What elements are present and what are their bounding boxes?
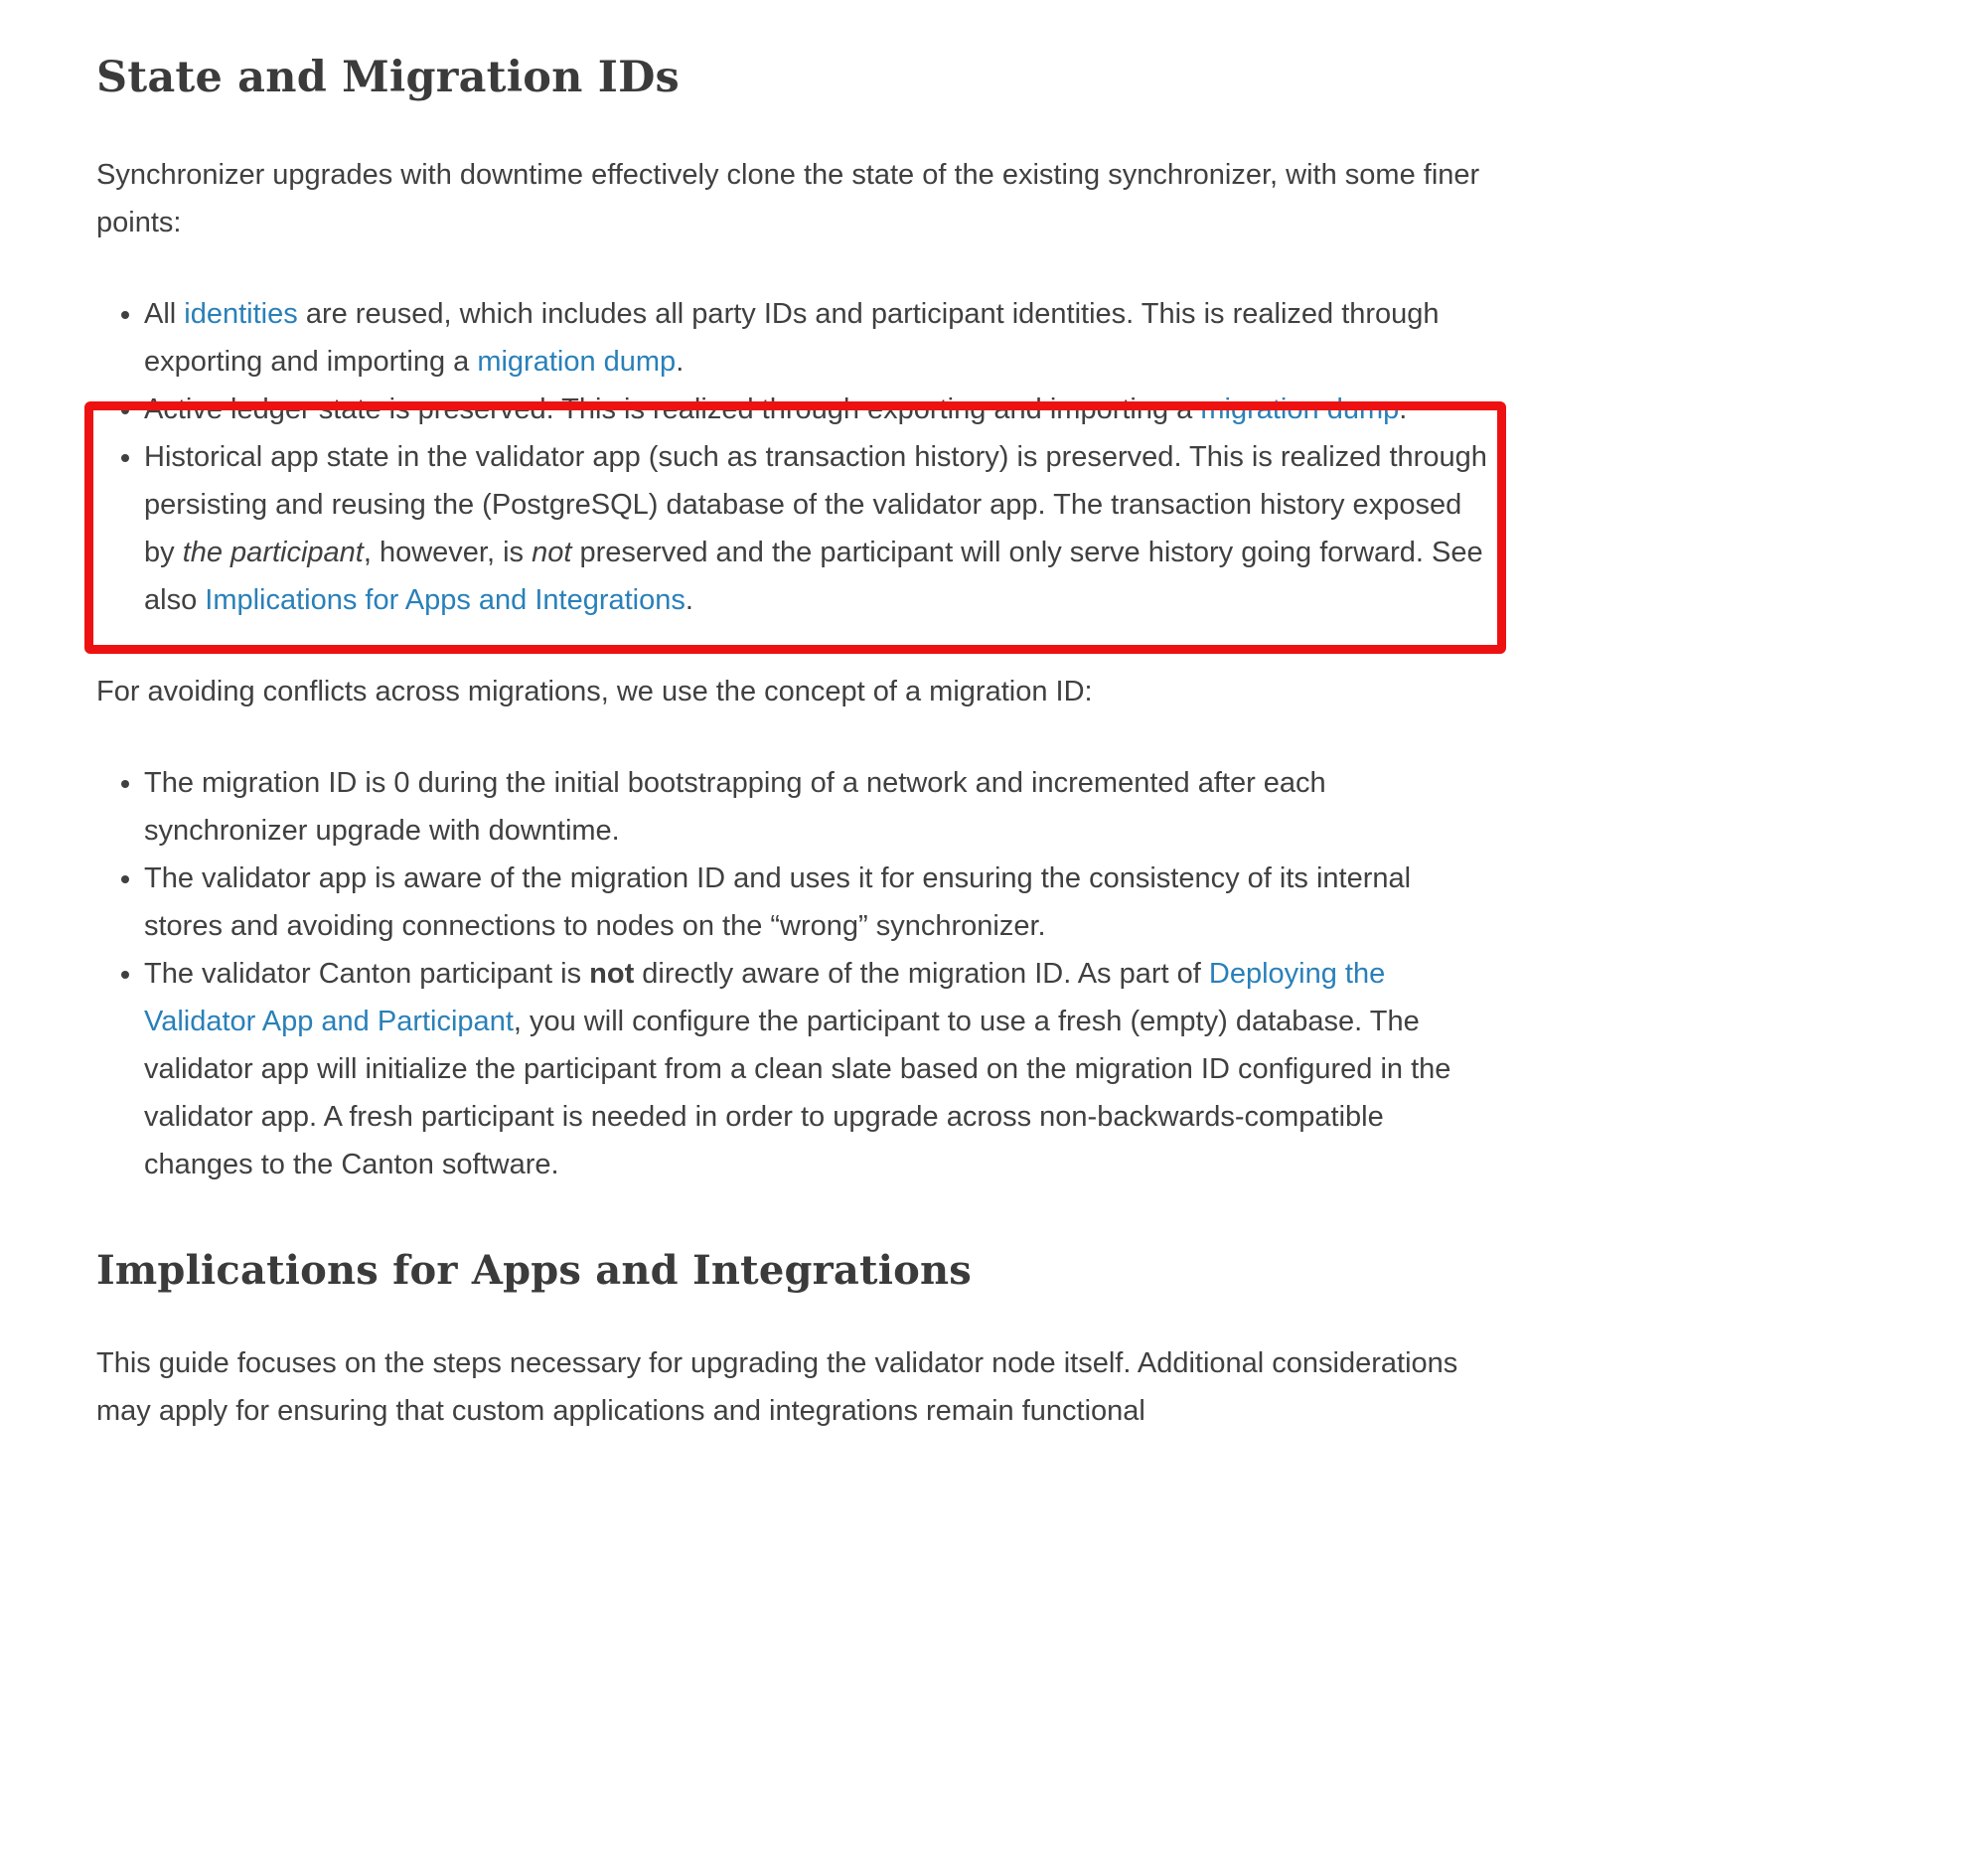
migration-id-paragraph xyxy=(96,668,1492,715)
text-run: not xyxy=(589,957,635,990)
list-item xyxy=(144,290,1492,386)
text-run: preserved and the participant will only serve history going forward. See also xyxy=(144,536,1483,616)
text-run: The validator app is aware of the migration ID and uses it for ensuring the consistency of its internal stores and avoiding connections to nodes on the “wrong” synchronizer. xyxy=(144,861,1412,942)
text-run: not xyxy=(532,536,572,568)
link-implications-for-apps-and-integrations[interactable]: Implications for Apps and Integrations xyxy=(205,583,686,616)
list-item xyxy=(144,759,1492,855)
text-run: , however, is xyxy=(363,536,533,568)
text-run: are reused, which includes all party IDs and participant identities. This is realized through exporting and importing a xyxy=(144,297,1440,378)
text-run: This guide focuses on the steps necessary for upgrading the validator node itself. Additional considerations may apply for ensuring that custom applications and integrations remain functional xyxy=(96,1346,1458,1427)
text-run: The migration ID is 0 during the initial bootstrapping of a network and incremented after each synchronizer upgrade with downtime. xyxy=(144,766,1326,847)
list-item xyxy=(144,386,1492,433)
link-identities[interactable]: identities xyxy=(184,297,298,330)
list-item xyxy=(144,433,1492,624)
section-heading-implications: Implications for Apps and Integrations xyxy=(96,1246,972,1294)
text-run: For avoiding conflicts across migrations, we use the concept of a migration ID: xyxy=(96,675,1093,707)
link-deploying-the-validator-app-and-participant[interactable]: Deploying the Validator App and Participant xyxy=(144,957,1386,1037)
link-migration-dump[interactable]: migration dump xyxy=(477,345,677,378)
article-content xyxy=(96,52,1492,1479)
text-run: Synchronizer upgrades with downtime effectively clone the state of the existing synchronizer, with some finer points: xyxy=(96,158,1480,238)
section-heading-state-and-migration-ids: State and Migration IDs xyxy=(96,53,680,102)
text-run: , you will configure the participant to use a fresh (empty) database. The validator app will initialize the participant from a clean slate based on the migration ID configured in the validator app. A fresh participant is needed in order to upgrade across non-backwards-compatible changes to the Canton software. xyxy=(144,1005,1451,1180)
outro-paragraph xyxy=(96,1339,1492,1435)
intro-paragraph xyxy=(96,151,1492,246)
text-run: The validator Canton participant is xyxy=(144,957,590,990)
state-clone-list xyxy=(96,290,1492,624)
text-run: the participant xyxy=(182,536,364,568)
text-run: Historical app state in the validator app (such as transaction history) is preserved. This is realized through persisting and reusing the (PostgreSQL) database of the validator app. The transaction history exposed by xyxy=(144,440,1487,568)
text-run: . xyxy=(676,345,685,378)
text-run: Active ledger state is preserved. This is realized through exporting and importing a xyxy=(144,392,1201,425)
list-item xyxy=(144,855,1492,950)
text-run: directly aware of the migration ID. As part of xyxy=(634,957,1209,990)
text-run: . xyxy=(685,583,693,616)
text-run: . xyxy=(1399,392,1408,425)
link-migration-dump[interactable]: migration dump xyxy=(1200,392,1400,425)
text-run: All xyxy=(144,297,185,330)
migration-id-list xyxy=(96,759,1492,1188)
list-item xyxy=(144,950,1492,1188)
